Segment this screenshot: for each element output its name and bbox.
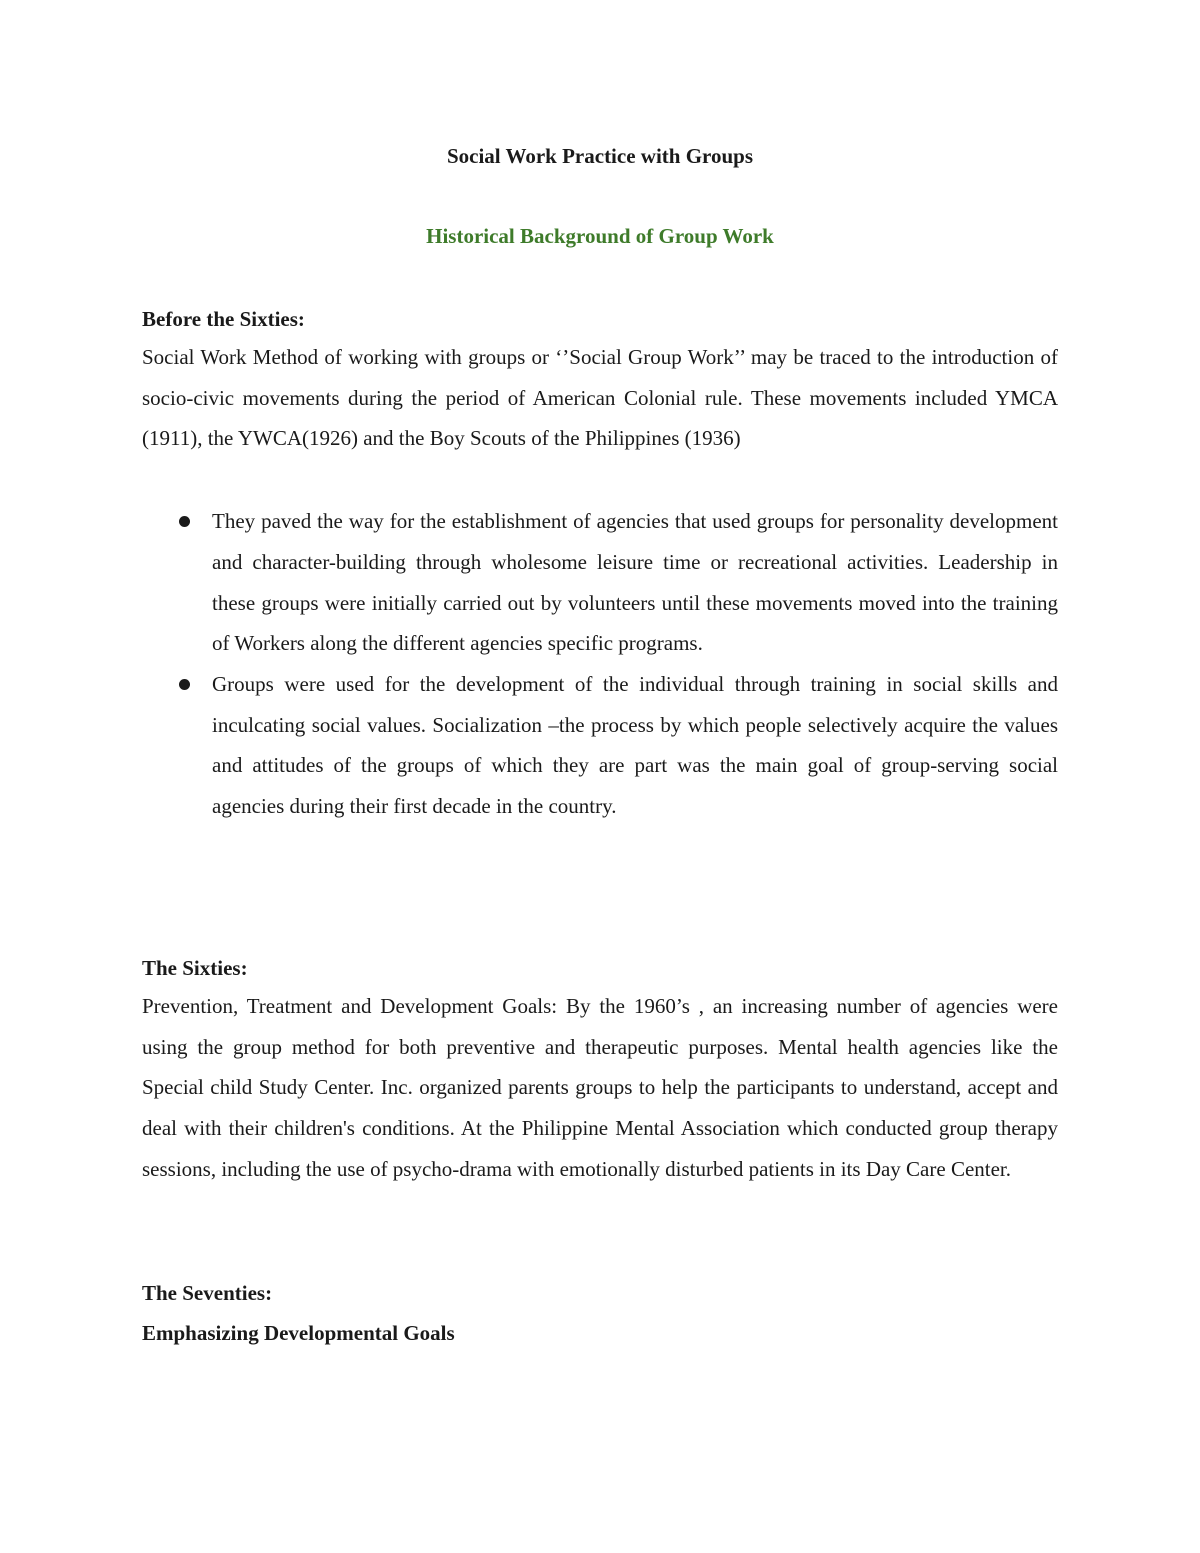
bullet-text: They paved the way for the establishment of agencies that used groups for personality development and character-building through wholesome leisure time or recreational activities. Leadership in these groups were initially carried out by volunteers until these movements moved into the training of Workers along the different agencies specific programs. <box>212 509 1058 656</box>
bullet-item <box>142 664 1058 827</box>
bullet-icon <box>179 516 190 527</box>
section-subheading: Emphasizing Developmental Goals <box>142 1321 455 1345</box>
bullet-list <box>142 501 1058 827</box>
bullet-text: Groups were used for the development of the individual through training in social skills and inculcating social values. Socialization –the process by which people selectively acquire the values and attitudes of the groups of which they are part was the main goal of group-serving social agencies during their first decade in the country. <box>212 671 1058 819</box>
section-paragraph: Social Work Method of working with groups or ‘’Social Group Work’’ may be traced to the introduction of socio-civic movements during the period of American Colonial rule. These movements included YMCA (1911), the YWCA(1926) and the Boy Scouts of the Philippines (1936) <box>142 345 1058 451</box>
section-heading: The Seventies: <box>142 1281 273 1305</box>
section-seventies <box>142 1279 1058 1347</box>
section-sixties <box>142 954 1058 1190</box>
bullet-item <box>142 501 1058 664</box>
section-before-sixties <box>142 305 1058 827</box>
section-heading: Before the Sixties: <box>142 307 305 331</box>
bullet-icon <box>179 679 190 690</box>
section-paragraph: Prevention, Treatment and Development Goals: By the 1960’s , an increasing number of agencies were using the group method for both preventive and therapeutic purposes. Mental health agencies like the Special child Study Center. Inc. organized parents groups to help the participants to understand, accept and deal with their children's conditions. At the Philippine Mental Association which conducted group therapy sessions, including the use of psycho-drama with emotionally disturbed patients in its Day Care Center. <box>142 994 1058 1181</box>
document-title: Social Work Practice with Groups <box>446 144 754 168</box>
document-page <box>142 0 1058 1553</box>
document-subtitle: Historical Background of Group Work <box>426 224 774 248</box>
section-heading: The Sixties: <box>142 956 248 980</box>
